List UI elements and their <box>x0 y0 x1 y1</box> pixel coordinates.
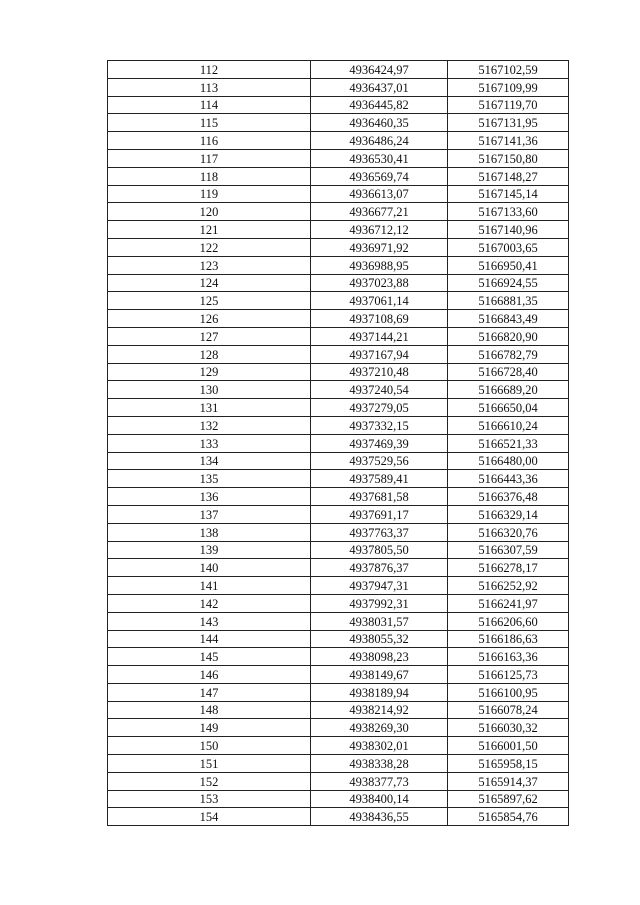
table-row <box>108 612 569 630</box>
point-number-cell: 119 <box>108 185 311 203</box>
y-coordinate-cell: 5165958,15 <box>448 755 569 773</box>
point-number-cell: 118 <box>108 167 311 185</box>
x-coordinate-cell: 4937108,69 <box>311 310 448 328</box>
point-number-cell: 141 <box>108 577 311 595</box>
x-coordinate-cell: 4937023,88 <box>311 274 448 292</box>
x-coordinate-cell: 4938302,01 <box>311 737 448 755</box>
table-row <box>108 737 569 755</box>
point-number-cell: 133 <box>108 434 311 452</box>
table-row <box>108 470 569 488</box>
x-coordinate-cell: 4938400,14 <box>311 790 448 808</box>
y-coordinate-cell: 5166320,76 <box>448 523 569 541</box>
x-coordinate-cell: 4937876,37 <box>311 559 448 577</box>
y-coordinate-cell: 5167003,65 <box>448 238 569 256</box>
table-row <box>108 327 569 345</box>
point-number-cell: 140 <box>108 559 311 577</box>
table-row <box>108 381 569 399</box>
y-coordinate-cell: 5166521,33 <box>448 434 569 452</box>
table-row <box>108 559 569 577</box>
point-number-cell: 134 <box>108 452 311 470</box>
y-coordinate-cell: 5166206,60 <box>448 612 569 630</box>
x-coordinate-cell: 4936530,41 <box>311 149 448 167</box>
y-coordinate-cell: 5167150,80 <box>448 149 569 167</box>
table-row <box>108 96 569 114</box>
x-coordinate-cell: 4937763,37 <box>311 523 448 541</box>
point-number-cell: 124 <box>108 274 311 292</box>
y-coordinate-cell: 5166001,50 <box>448 737 569 755</box>
point-number-cell: 136 <box>108 488 311 506</box>
x-coordinate-cell: 4938098,23 <box>311 648 448 666</box>
x-coordinate-cell: 4938269,30 <box>311 719 448 737</box>
y-coordinate-cell: 5166881,35 <box>448 292 569 310</box>
table-row <box>108 416 569 434</box>
point-number-cell: 146 <box>108 666 311 684</box>
point-number-cell: 139 <box>108 541 311 559</box>
point-number-cell: 151 <box>108 755 311 773</box>
point-number-cell: 143 <box>108 612 311 630</box>
x-coordinate-cell: 4938214,92 <box>311 701 448 719</box>
table-row <box>108 505 569 523</box>
y-coordinate-cell: 5166329,14 <box>448 505 569 523</box>
y-coordinate-cell: 5166480,00 <box>448 452 569 470</box>
x-coordinate-cell: 4937469,39 <box>311 434 448 452</box>
y-coordinate-cell: 5166078,24 <box>448 701 569 719</box>
table-row <box>108 61 569 79</box>
table-row <box>108 523 569 541</box>
y-coordinate-cell: 5166186,63 <box>448 630 569 648</box>
table-row <box>108 577 569 595</box>
table-row <box>108 203 569 221</box>
x-coordinate-cell: 4936486,24 <box>311 132 448 150</box>
y-coordinate-cell: 5166376,48 <box>448 488 569 506</box>
point-number-cell: 142 <box>108 594 311 612</box>
y-coordinate-cell: 5166030,32 <box>448 719 569 737</box>
table-row <box>108 310 569 328</box>
y-coordinate-cell: 5166689,20 <box>448 381 569 399</box>
y-coordinate-cell: 5167145,14 <box>448 185 569 203</box>
x-coordinate-cell: 4937167,94 <box>311 345 448 363</box>
table-row <box>108 167 569 185</box>
x-coordinate-cell: 4936988,95 <box>311 256 448 274</box>
coordinates-table <box>107 60 569 826</box>
y-coordinate-cell: 5166100,95 <box>448 683 569 701</box>
y-coordinate-cell: 5166843,49 <box>448 310 569 328</box>
point-number-cell: 131 <box>108 399 311 417</box>
y-coordinate-cell: 5167102,59 <box>448 61 569 79</box>
point-number-cell: 115 <box>108 114 311 132</box>
x-coordinate-cell: 4937332,15 <box>311 416 448 434</box>
x-coordinate-cell: 4936712,12 <box>311 221 448 239</box>
table-row <box>108 274 569 292</box>
y-coordinate-cell: 5166950,41 <box>448 256 569 274</box>
table-row <box>108 185 569 203</box>
x-coordinate-cell: 4937240,54 <box>311 381 448 399</box>
point-number-cell: 125 <box>108 292 311 310</box>
point-number-cell: 123 <box>108 256 311 274</box>
point-number-cell: 145 <box>108 648 311 666</box>
y-coordinate-cell: 5167131,95 <box>448 114 569 132</box>
y-coordinate-cell: 5166650,04 <box>448 399 569 417</box>
point-number-cell: 113 <box>108 78 311 96</box>
y-coordinate-cell: 5165914,37 <box>448 772 569 790</box>
y-coordinate-cell: 5166241,97 <box>448 594 569 612</box>
y-coordinate-cell: 5167119,70 <box>448 96 569 114</box>
table-row <box>108 345 569 363</box>
x-coordinate-cell: 4936677,21 <box>311 203 448 221</box>
x-coordinate-cell: 4936445,82 <box>311 96 448 114</box>
table-row <box>108 701 569 719</box>
table-row <box>108 149 569 167</box>
table-row <box>108 666 569 684</box>
x-coordinate-cell: 4937210,48 <box>311 363 448 381</box>
y-coordinate-cell: 5166820,90 <box>448 327 569 345</box>
point-number-cell: 154 <box>108 808 311 826</box>
y-coordinate-cell: 5166163,36 <box>448 648 569 666</box>
point-number-cell: 122 <box>108 238 311 256</box>
table-row <box>108 772 569 790</box>
point-number-cell: 153 <box>108 790 311 808</box>
point-number-cell: 128 <box>108 345 311 363</box>
point-number-cell: 152 <box>108 772 311 790</box>
x-coordinate-cell: 4937691,17 <box>311 505 448 523</box>
table-row <box>108 488 569 506</box>
point-number-cell: 129 <box>108 363 311 381</box>
x-coordinate-cell: 4937947,31 <box>311 577 448 595</box>
x-coordinate-cell: 4936569,74 <box>311 167 448 185</box>
point-number-cell: 121 <box>108 221 311 239</box>
y-coordinate-cell: 5167109,99 <box>448 78 569 96</box>
table-row <box>108 541 569 559</box>
x-coordinate-cell: 4937805,50 <box>311 541 448 559</box>
table-row <box>108 648 569 666</box>
point-number-cell: 126 <box>108 310 311 328</box>
table-row <box>108 132 569 150</box>
x-coordinate-cell: 4936424,97 <box>311 61 448 79</box>
table-row <box>108 434 569 452</box>
point-number-cell: 112 <box>108 61 311 79</box>
table-row <box>108 221 569 239</box>
table-row <box>108 594 569 612</box>
x-coordinate-cell: 4938055,32 <box>311 630 448 648</box>
table-row <box>108 399 569 417</box>
point-number-cell: 147 <box>108 683 311 701</box>
x-coordinate-cell: 4938189,94 <box>311 683 448 701</box>
point-number-cell: 132 <box>108 416 311 434</box>
table-row <box>108 755 569 773</box>
y-coordinate-cell: 5166782,79 <box>448 345 569 363</box>
coordinates-table-body <box>108 61 569 826</box>
x-coordinate-cell: 4938338,28 <box>311 755 448 773</box>
x-coordinate-cell: 4937589,41 <box>311 470 448 488</box>
point-number-cell: 135 <box>108 470 311 488</box>
table-row <box>108 790 569 808</box>
point-number-cell: 150 <box>108 737 311 755</box>
table-row <box>108 363 569 381</box>
y-coordinate-cell: 5166125,73 <box>448 666 569 684</box>
point-number-cell: 130 <box>108 381 311 399</box>
x-coordinate-cell: 4938377,73 <box>311 772 448 790</box>
x-coordinate-cell: 4938436,55 <box>311 808 448 826</box>
point-number-cell: 149 <box>108 719 311 737</box>
y-coordinate-cell: 5166278,17 <box>448 559 569 577</box>
y-coordinate-cell: 5166252,92 <box>448 577 569 595</box>
y-coordinate-cell: 5167140,96 <box>448 221 569 239</box>
point-number-cell: 127 <box>108 327 311 345</box>
table-row <box>108 808 569 826</box>
table-row <box>108 238 569 256</box>
y-coordinate-cell: 5165854,76 <box>448 808 569 826</box>
x-coordinate-cell: 4936613,07 <box>311 185 448 203</box>
point-number-cell: 116 <box>108 132 311 150</box>
y-coordinate-cell: 5165897,62 <box>448 790 569 808</box>
table-row <box>108 78 569 96</box>
y-coordinate-cell: 5166610,24 <box>448 416 569 434</box>
x-coordinate-cell: 4937144,21 <box>311 327 448 345</box>
point-number-cell: 120 <box>108 203 311 221</box>
y-coordinate-cell: 5167148,27 <box>448 167 569 185</box>
x-coordinate-cell: 4937992,31 <box>311 594 448 612</box>
point-number-cell: 144 <box>108 630 311 648</box>
table-row <box>108 630 569 648</box>
table-row <box>108 114 569 132</box>
point-number-cell: 138 <box>108 523 311 541</box>
point-number-cell: 114 <box>108 96 311 114</box>
y-coordinate-cell: 5167133,60 <box>448 203 569 221</box>
point-number-cell: 117 <box>108 149 311 167</box>
point-number-cell: 148 <box>108 701 311 719</box>
x-coordinate-cell: 4936971,92 <box>311 238 448 256</box>
point-number-cell: 137 <box>108 505 311 523</box>
x-coordinate-cell: 4937529,56 <box>311 452 448 470</box>
x-coordinate-cell: 4938031,57 <box>311 612 448 630</box>
y-coordinate-cell: 5166443,36 <box>448 470 569 488</box>
table-row <box>108 292 569 310</box>
table-row <box>108 256 569 274</box>
x-coordinate-cell: 4937279,05 <box>311 399 448 417</box>
y-coordinate-cell: 5166728,40 <box>448 363 569 381</box>
x-coordinate-cell: 4937681,58 <box>311 488 448 506</box>
y-coordinate-cell: 5166924,55 <box>448 274 569 292</box>
table-row <box>108 452 569 470</box>
x-coordinate-cell: 4938149,67 <box>311 666 448 684</box>
y-coordinate-cell: 5166307,59 <box>448 541 569 559</box>
x-coordinate-cell: 4936460,35 <box>311 114 448 132</box>
x-coordinate-cell: 4937061,14 <box>311 292 448 310</box>
table-row <box>108 683 569 701</box>
y-coordinate-cell: 5167141,36 <box>448 132 569 150</box>
table-row <box>108 719 569 737</box>
x-coordinate-cell: 4936437,01 <box>311 78 448 96</box>
